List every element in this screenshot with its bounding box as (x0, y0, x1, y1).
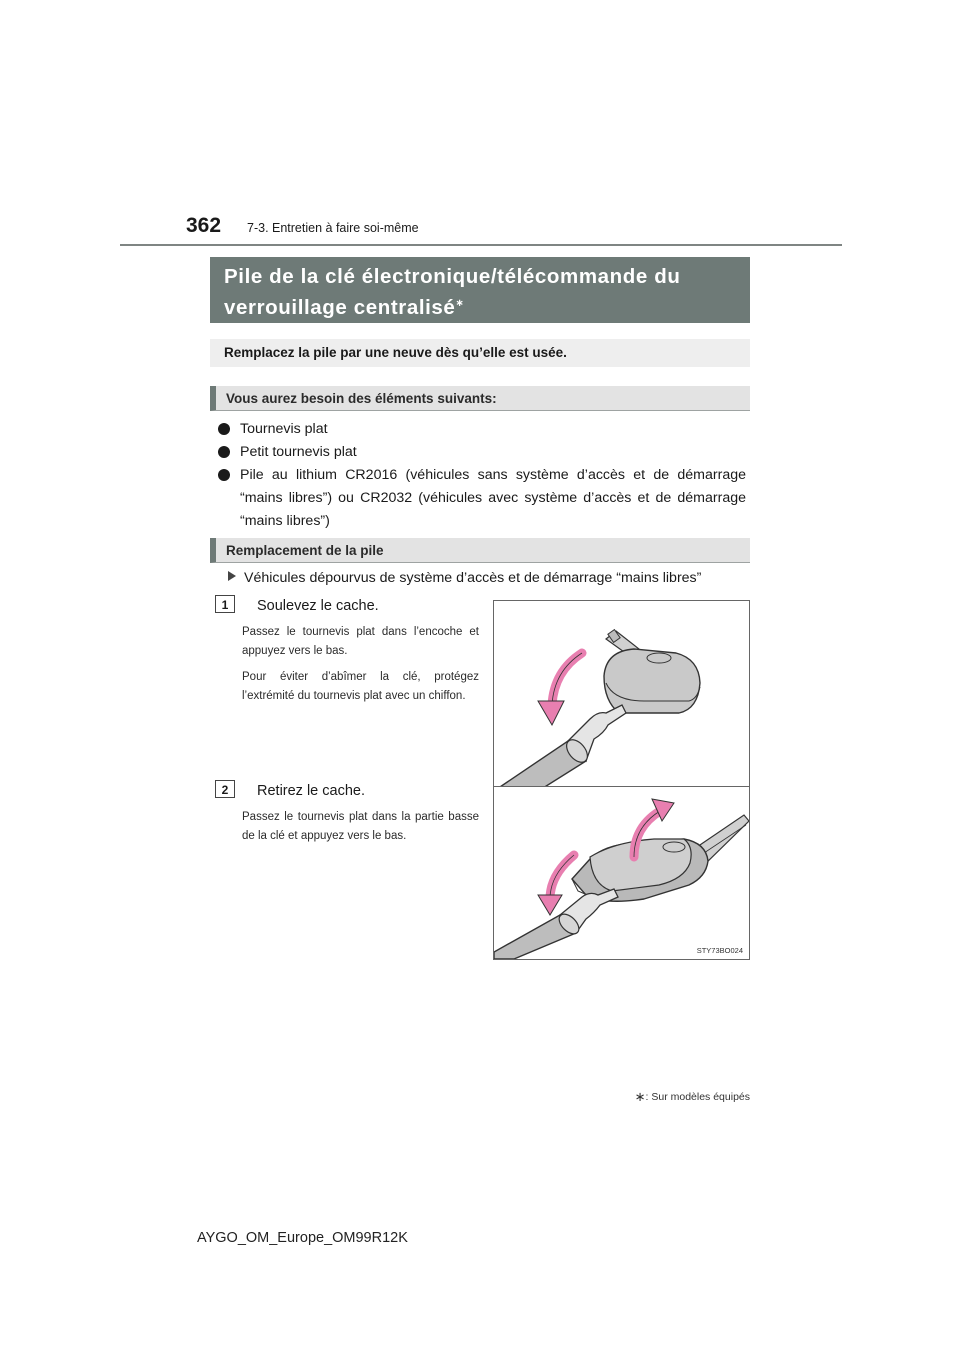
key-lift-illustration (494, 601, 749, 800)
step-number-1: 1 (215, 595, 235, 613)
step-2-title: Retirez le cache. (257, 783, 365, 799)
section-label: 7-3. Entretien à faire soi-même (247, 221, 419, 235)
footnote-text: : Sur modèles équipés (645, 1091, 750, 1103)
replacement-heading: Remplacement de la pile (210, 538, 750, 563)
step-1-description (242, 623, 479, 713)
key-cover-removal-illustration (494, 787, 749, 959)
footnote (635, 1089, 750, 1105)
triangle-arrow-icon (228, 571, 236, 581)
intro-note: Remplacez la pile par une neuve dès qu’elle est usée. (210, 339, 750, 367)
page-number: 362 (186, 214, 222, 237)
pink-arrow-icon (538, 653, 582, 725)
needs-list (218, 418, 746, 533)
needs-heading: Vous aurez besoin des éléments suivants: (210, 386, 750, 411)
title-asterisk: ∗ (455, 298, 465, 309)
bullet-icon (218, 423, 230, 435)
vehicle-note-text: Véhicules dépourvus de système d’accès et de démarrage “mains libres” (244, 570, 702, 586)
key-fob (604, 649, 700, 713)
list-item-text: Tournevis plat (240, 421, 328, 437)
step-1-figure (493, 600, 750, 801)
step-1-paragraph: Passez le tournevis plat dans l’encoche et appuyez vers le bas. (242, 626, 479, 657)
step-1-title: Soulevez le cache. (257, 598, 379, 614)
bullet-icon (218, 446, 230, 458)
page-title-line2 (224, 290, 736, 321)
page-title-line1: Pile de la clé électronique/télécommande du (224, 265, 681, 288)
list-item (218, 441, 746, 464)
step-number-2: 2 (215, 780, 235, 798)
page-title (210, 257, 750, 323)
step-2-description (242, 808, 479, 853)
header-divider (120, 244, 842, 246)
key-fob (572, 839, 708, 901)
document-id: AYGO_OM_Europe_OM99R12K (197, 1230, 408, 1246)
step-1-paragraph: Pour éviter d’abîmer la clé, protégez l’extrémité du tournevis plat avec un chiffon. (242, 671, 479, 702)
list-item-text: Petit tournevis plat (240, 444, 357, 460)
page-title-line2-text: verrouillage centralisé (224, 295, 456, 319)
vehicle-note (228, 570, 701, 586)
list-item (218, 418, 746, 441)
figure-code: STY73BO024 (696, 946, 743, 955)
step-2-figure (493, 786, 750, 960)
step-2-paragraph: Passez le tournevis plat dans la partie basse de la clé et appuyez vers le bas. (242, 811, 479, 842)
bullet-icon (218, 469, 230, 481)
pink-arrow-down-icon (538, 855, 574, 915)
asterisk-icon: ∗ (634, 1089, 646, 1104)
list-item (218, 464, 746, 533)
list-item-text: Pile au lithium CR2016 (véhicules sans système d’accès et de démarrage “mains libres”) ou CR2032 (véhicules avec système d’accès et de démarrage “mains libres”) (240, 467, 746, 529)
